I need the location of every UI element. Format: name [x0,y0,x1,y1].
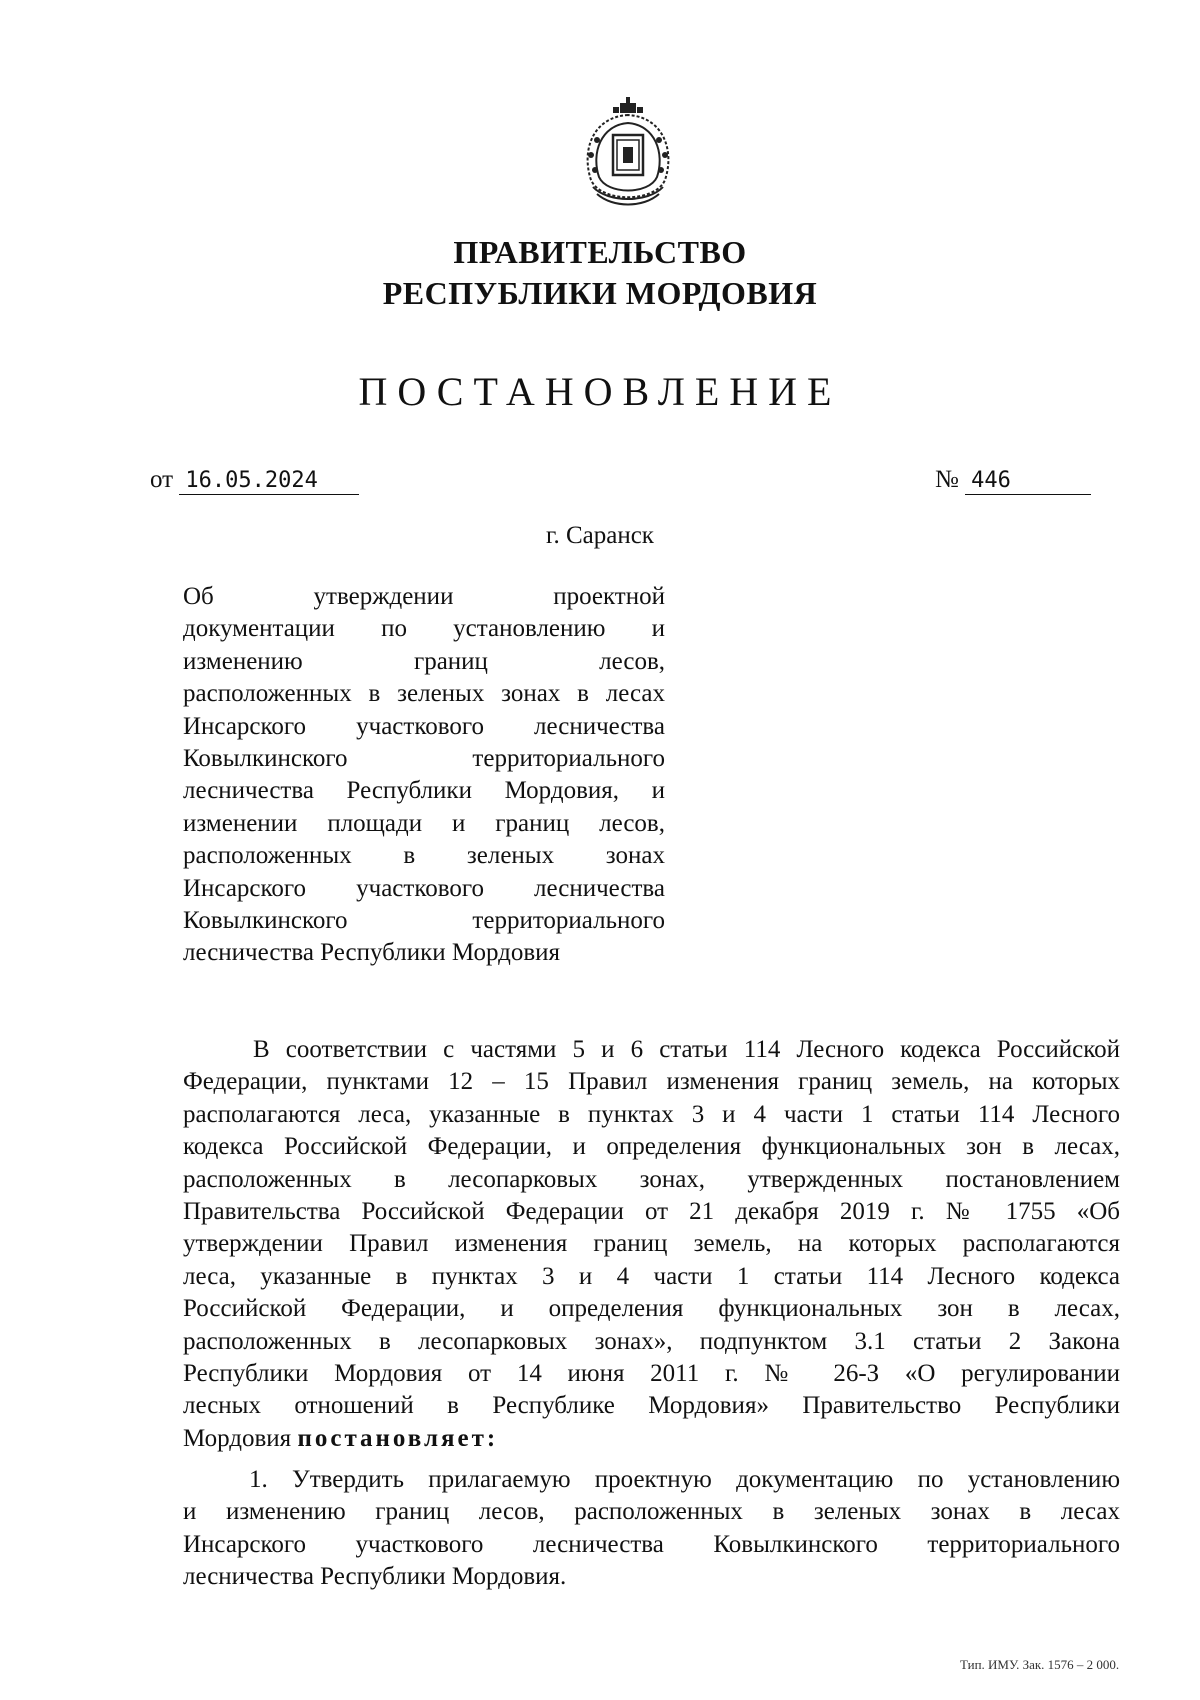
body-line: утверждении Правил изменения границ земель, на которых располагаются [183,1230,1120,1258]
subject-line: изменении площади и границ лесов, [183,809,665,837]
city-line: г. Саранск [546,522,654,549]
subject-line: изменению границ лесов, [183,647,665,675]
body-line: расположенных в лесопарковых зонах», подпунктом 3.1 статьи 2 Закона [183,1327,1120,1355]
subject-line: Инсарского участкового лесничества [183,712,665,740]
subject-line: Ковылкинского территориального [183,744,665,772]
subject-line: расположенных в зеленых зонах [183,842,665,870]
body-line: Правительства Российской Федерации от 21 декабря 2019 г. № 1755 «Об [183,1197,1120,1225]
body-line: кодекса Российской Федерации, и определения функциональных зон в лесах, [183,1133,1120,1161]
subject-line: документации по установлению и [183,615,665,643]
preamble-last-word: Мордовия [183,1424,292,1452]
date-field [150,466,359,495]
organization-name-line2: РЕСПУБЛИКИ МОРДОВИЯ [382,275,818,311]
subject-line: лесничества Республики Мордовия, и [183,777,665,805]
preamble-paragraph [183,1034,1120,1455]
number-value: 446 [965,468,1091,495]
body-line: и изменению границ лесов, расположенных в зеленых зонах в лесах [183,1498,1120,1526]
body-line: Инсарского участкового лесничества Ковылкинского территориального [183,1530,1120,1558]
number-field [935,466,1091,495]
body-line: Российской Федерации, и определения функциональных зон в лесах, [183,1295,1120,1323]
body-line: располагаются леса, указанные в пунктах 3 и 4 части 1 статьи 114 Лесного [183,1100,1120,1128]
date-value: 16.05.2024 [179,468,359,495]
body-line: лесничества Республики Мордовия. [183,1563,567,1591]
body-line: Республики Мордовия от 14 июня 2011 г. № 26-З «О регулировании [183,1359,1120,1387]
body-line: В соответствии с частями 5 и 6 статьи 114 Лесного кодекса Российской [253,1036,1120,1063]
organization-name-line1: ПРАВИТЕЛЬСТВО [453,234,747,270]
document-subject [183,581,665,970]
subject-line: Инсарского участкового лесничества [183,874,665,902]
subject-line: Об утверждении проектной [183,583,665,610]
body-line: 1. Утвердить прилагаемую проектную документацию по установлению [249,1466,1120,1493]
coat-of-arms-emblem [573,95,683,215]
subject-line: расположенных в зеленых зонах в лесах [183,680,665,708]
document-type-title: ПОСТАНОВЛЕНИЕ [358,369,842,414]
body-line: Федерации, пунктами 12 – 15 Правил изменения границ земель, на которых [183,1068,1120,1096]
subject-line: Ковылкинского территориального [183,906,665,934]
resolves-keyword: постановляет: [297,1424,499,1452]
subject-line: лесничества Республики Мордовия [183,939,561,967]
body-line: леса, указанные в пунктах 3 и 4 части 1 статьи 114 Лесного кодекса [183,1262,1120,1290]
clause-1-paragraph [183,1464,1120,1594]
number-prefix: № [935,466,959,493]
body-line-resolution [183,1423,1120,1455]
print-footer: Тип. ИМУ. Зак. 1576 – 2 000. [960,1657,1120,1672]
date-prefix: от [150,466,174,493]
body-line: расположенных в лесопарковых зонах, утвержденных постановлением [183,1165,1120,1193]
body-line: лесных отношений в Республике Мордовия» Правительство Республики [183,1392,1120,1420]
